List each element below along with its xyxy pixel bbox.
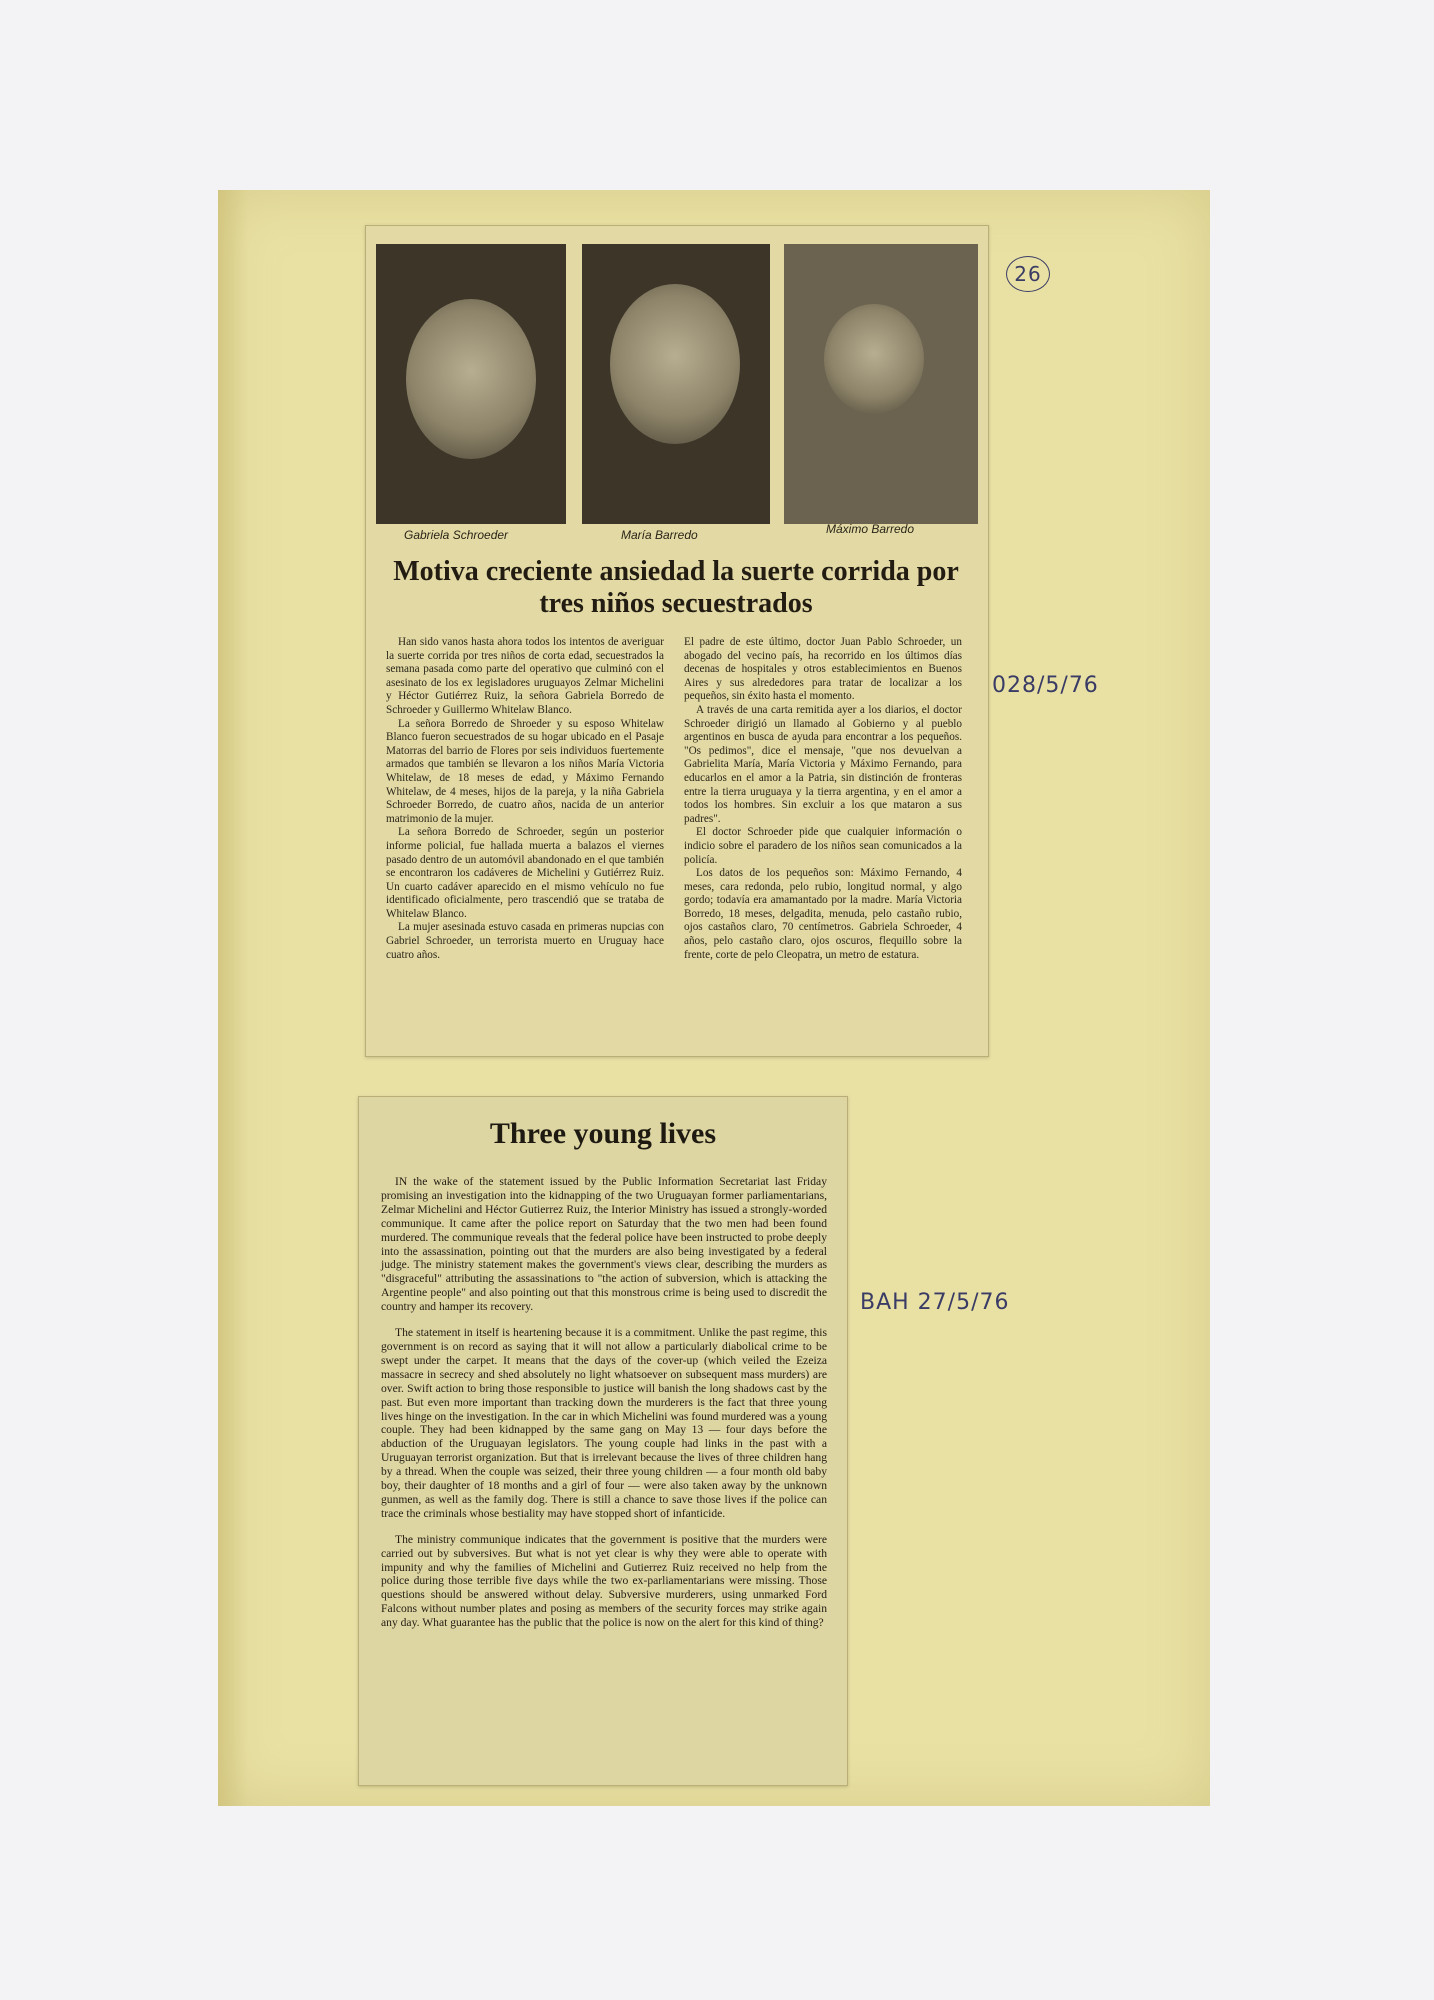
photo-face bbox=[610, 284, 740, 444]
handwritten-date-2: BAH 27/5/76 bbox=[860, 1290, 1010, 1315]
caption-maximo: Máximo Barredo bbox=[826, 522, 915, 536]
left-paragraph: La señora Borredo de Shroeder y su esposo Whitelaw Blanco fueron secuestrados de su hogar ubicado en el Pasaje Matorras del barrio de Flores por seis individuos fuertemente armados que también se llevaron a los niños María Victoria Whitelaw, de 18 meses de edad, y Máximo Fernando Whitelaw, de 4 meses, hijos de la pareja, y la niña Gabriela Schroeder Borredo, de cuatro años, nacida de un anterior matrimonio de la mujer. bbox=[386, 717, 664, 825]
english-headline: Three young lives bbox=[489, 1117, 717, 1150]
right-column bbox=[684, 636, 962, 962]
spanish-clipping bbox=[365, 225, 989, 1057]
english-paragraph: The statement in itself is heartening because it is a commitment. Unlike the past regime, this government is on record as saying that it will not allow a particularly diabolical crime to be swept under the carpet. It means that the days of the cover-up (which veiled the Ezeiza massacre in secrecy and shed absolutely no light whatsoever on subsequent mass murders) are over. Swift action to bring those responsible to justice will banish the long shadows cast by the past. But even more important than tracking down the murderers is the fact that three young lives hinge on the investigation. In the car in which Michelini was found murdered was a young couple. They had been kidnapped by the same gang on May 13 — four days before the abduction of the Uruguayan legislators. The young couple had links in the past with a Uruguayan terrorist organization. But that is irrelevant because the lives of three children hang by a thread. When the couple was seized, their three young children — a four month old baby boy, their daughter of 18 months and a girl of four — were also taken away by the unknown gunmen, as well as the family dog. There is still a chance to save those lives if the police can trace the criminals whose bestiality may have stopped short of infanticide. bbox=[381, 1326, 827, 1520]
english-clipping bbox=[358, 1096, 848, 1786]
english-paragraph: IN the wake of the statement issued by the Public Information Secretariat last Friday promising an investigation into the kidnapping of the two Uruguayan former parliamentarians, Zelmar Michelini and Héctor Gutierrez Ruiz, the Interior Ministry has issued a strongly-worded communique. It came after the police report on Saturday that the two men had been found murdered. The communique reveals that the federal police have been instructed to probe deeply into the assassination, pointing out that the murders are also being investigated by a federal judge. The ministry statement makes the government's views clear, describing the murders as "disgraceful" attributing the assassinations to "the action of subversion, which is attacking the Argentine people" and also pointing out that this monstrous crime is being used to discredit the country and hamper its recovery. bbox=[381, 1175, 827, 1314]
left-paragraph: La señora Borredo de Schroeder, según un posterior informe policial, fue hallada muerta a balazos el viernes pasado dentro de un automóvil abandonado en el que también se encontraron los cadáveres de Michelini y Gutiérrez Ruiz. Un cuarto cadáver aparecido en el mismo vehículo no fue identificado oficialmente, pero trascendió que se trataba de Whitelaw Blanco. bbox=[386, 826, 664, 920]
sheet-shadow bbox=[218, 190, 248, 1806]
photo-strip bbox=[374, 234, 978, 534]
photo-gabriela bbox=[376, 244, 566, 524]
photo-face bbox=[824, 304, 924, 414]
right-paragraph: El padre de este último, doctor Juan Pablo Schroeder, un abogado del vecino país, ha recorrido en los últimos días decenas de hospitales y otros establecimientos en Buenos Aires y sus alrededores para tratar de localizar a los pequeños, sin éxito hasta el momento. bbox=[684, 636, 962, 703]
english-paragraph: The ministry communique indicates that the government is positive that the murders were carried out by subversives. But what is not yet clear is why they were able to operate with impunity and why the families of Michelini and Gutierrez Ruiz received no help from the police during those terrible five days while the two ex-parliamentarians were missing. Those questions should be answered without delay. Subversive murderers, using unmarked Ford Falcons without number plates and posing as members of the security forces may strike again any day. What guarantee has the public that the police is now on the alert for this kind of thing? bbox=[381, 1532, 827, 1630]
english-body bbox=[381, 1175, 827, 1642]
caption-gabriela: Gabriela Schroeder bbox=[404, 528, 509, 542]
right-paragraph: A través de una carta remitida ayer a los diarios, el doctor Schroeder dirigió un llamado al Gobierno y al pueblo argentinos en busca de ayuda para encontrar a los pequeños. "Os pedimos", dice el mensaje, "que nos devuelvan a Gabrielita María, María Victoria y Máximo Fernando, para educarlos en el amor a la Patria, sin distinción de fronteras entre la tierra uruguaya y la tierra argentina, y en el amor a todos los hombres. Sin excluir a los que mataron a sus padres". bbox=[684, 703, 962, 825]
page-number-note: 26 bbox=[1006, 256, 1050, 292]
left-paragraph: La mujer asesinada estuvo casada en primeras nupcias con Gabriel Schroeder, un terrorista muerto en Uruguay hace cuatro años. bbox=[386, 921, 664, 961]
photo-maria bbox=[582, 244, 770, 524]
spanish-headline: Motiva creciente ansiedad la suerte corrida por tres niños secuestrados bbox=[393, 556, 959, 619]
left-paragraph: Han sido vanos hasta ahora todos los intentos de averiguar la suerte corrida por tres niños de corta edad, secuestrados la semana pasada como parte del operativo que culminó con el asesinato de los ex legisladores uruguayos Zelmar Michelini y Héctor Gutiérrez Ruiz, la señora Gabriela Borredo de Schroeder y Guillermo Whitelaw Blanco. bbox=[386, 636, 664, 716]
right-paragraph: El doctor Schroeder pide que cualquier información o indicio sobre el paradero de los niños sean comunicados a la policía. bbox=[684, 826, 962, 866]
left-column bbox=[386, 636, 664, 962]
handwritten-date-1: 028/5/76 bbox=[992, 673, 1099, 698]
photo-face bbox=[406, 299, 536, 459]
right-paragraph: Los datos de los pequeños son: Máximo Fernando, 4 meses, cara redonda, pelo rubio, longitud normal, y algo gordo; todavía era amamantado por la madre. María Victoria Borredo, 18 meses, delgadita, menuda, pelo castaño rubio, ojos castaños claro, 70 centímetros. Gabriela Schroeder, 4 años, pelo castaño claro, ojos oscuros, flequillo sobre la frente, corte de pelo Cleopatra, un metro de estatura. bbox=[684, 867, 962, 961]
photo-maximo bbox=[784, 244, 978, 524]
caption-maria: María Barredo bbox=[621, 528, 698, 542]
